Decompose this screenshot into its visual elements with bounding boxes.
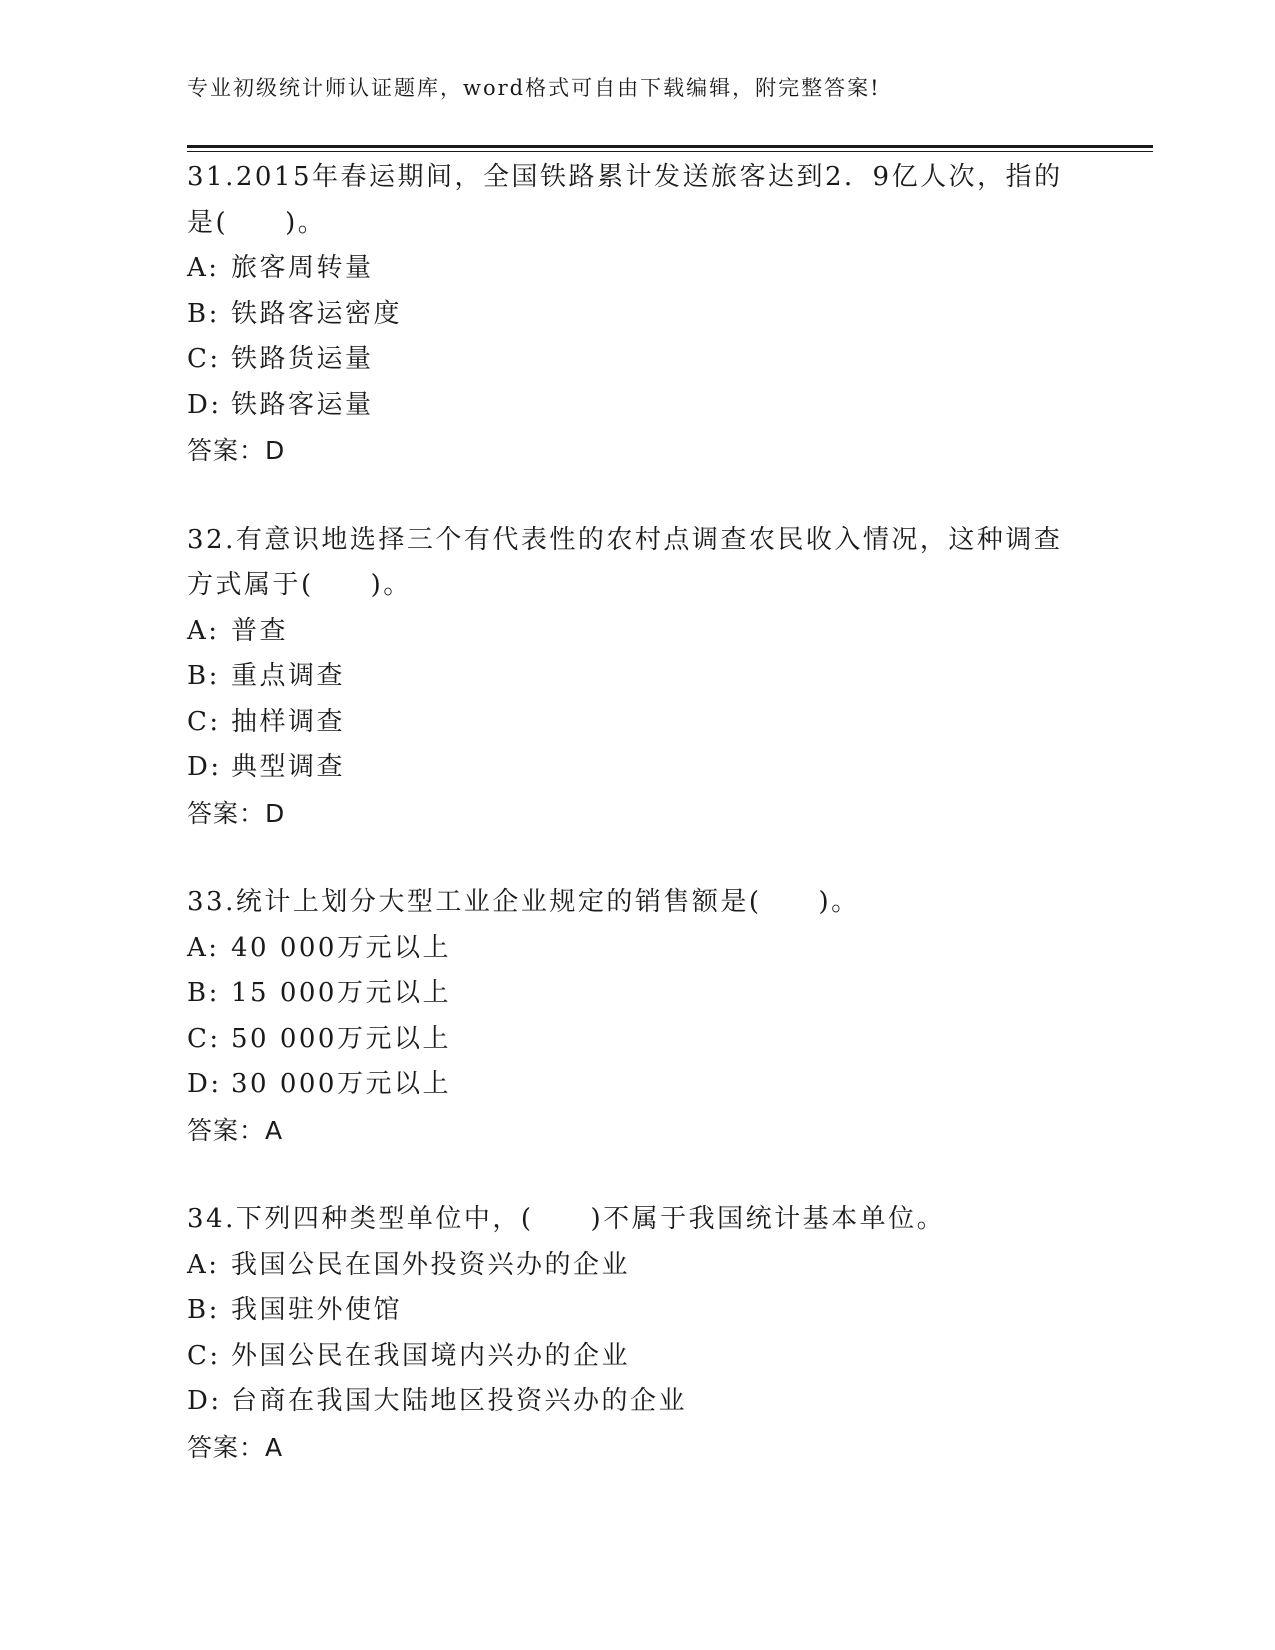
option-c <box>187 1334 1087 1380</box>
option-text: 15 000万元以上 <box>231 978 451 1008</box>
option-text: 外国公民在我国境内兴办的企业 <box>231 1340 631 1371</box>
option-text: 40 000万元以上 <box>231 932 451 963</box>
option-letter: B: <box>187 978 220 1008</box>
option-letter: B: <box>187 298 220 329</box>
option-letter: D: <box>187 1069 222 1099</box>
option-letter: C: <box>187 1340 221 1371</box>
question-stem-line: 34.下列四种类型单位中，( )不属于我国统计基本单位。 <box>187 1204 946 1234</box>
option-letter: D: <box>187 1386 222 1416</box>
option-c <box>187 337 1087 383</box>
option-text: 铁路客运量 <box>231 389 374 420</box>
option-letter: D: <box>187 752 222 782</box>
option-letter: D: <box>187 389 222 420</box>
question-stem-line: 31.2015年春运期间，全国铁路累计发送旅客达到2．9亿人次，指的 <box>187 162 1063 192</box>
option-text: 普查 <box>231 615 289 646</box>
option-text: 典型调查 <box>231 752 346 782</box>
question-stem-line: 是( )。 <box>187 207 327 238</box>
option-a <box>187 609 1087 655</box>
option-text: 抽样调查 <box>231 706 346 737</box>
answer: 答案：A <box>187 1115 284 1145</box>
option-text: 30 000万元以上 <box>231 1069 451 1099</box>
option-d <box>187 383 1087 429</box>
option-d <box>187 1062 1087 1108</box>
option-text: 我国驻外使馆 <box>231 1295 403 1325</box>
option-letter: A: <box>187 932 220 963</box>
option-letter: C: <box>187 344 221 374</box>
option-text: 台商在我国大陆地区投资兴办的企业 <box>231 1386 688 1416</box>
option-a <box>187 246 1087 292</box>
option-text: 重点调查 <box>231 661 346 691</box>
answer: 答案：D <box>187 798 286 828</box>
option-letter: C: <box>187 706 221 737</box>
question-32 <box>187 518 1087 837</box>
option-text: 我国公民在国外投资兴办的企业 <box>231 1249 631 1280</box>
option-text: 铁路客运密度 <box>231 298 403 329</box>
option-letter: C: <box>187 1023 221 1054</box>
option-letter: B: <box>187 661 220 691</box>
option-a <box>187 926 1087 972</box>
option-a <box>187 1243 1087 1289</box>
option-text: 50 000万元以上 <box>231 1023 451 1054</box>
option-b <box>187 292 1087 338</box>
question-33 <box>187 880 1087 1153</box>
option-letter: A: <box>187 253 220 283</box>
question-stem-line: 方式属于( )。 <box>187 570 412 600</box>
option-text: 铁路货运量 <box>231 344 374 374</box>
question-stem-line: 33.统计上划分大型工业企业规定的销售额是( )。 <box>187 887 860 917</box>
option-letter: A: <box>187 1249 220 1280</box>
question-stem-line: 32.有意识地选择三个有代表性的农村点调查农民收入情况，这种调查 <box>187 524 1063 555</box>
option-b <box>187 1288 1087 1334</box>
header-rule-thin <box>187 151 1153 152</box>
option-c <box>187 1017 1087 1063</box>
question-list <box>187 155 1087 1514</box>
option-c <box>187 700 1087 746</box>
option-letter: A: <box>187 615 220 646</box>
question-34 <box>187 1197 1087 1470</box>
option-letter: B: <box>187 1295 220 1325</box>
page-header: 专业初级统计师认证题库，word格式可自由下载编辑，附完整答案! <box>187 76 881 100</box>
header-rule-thick <box>187 145 1153 148</box>
option-b <box>187 654 1087 700</box>
option-d <box>187 745 1087 791</box>
answer: 答案：D <box>187 436 286 465</box>
option-d <box>187 1379 1087 1425</box>
option-b <box>187 971 1087 1017</box>
answer: 答案：A <box>187 1432 284 1462</box>
question-31 <box>187 155 1087 474</box>
option-text: 旅客周转量 <box>231 253 374 283</box>
